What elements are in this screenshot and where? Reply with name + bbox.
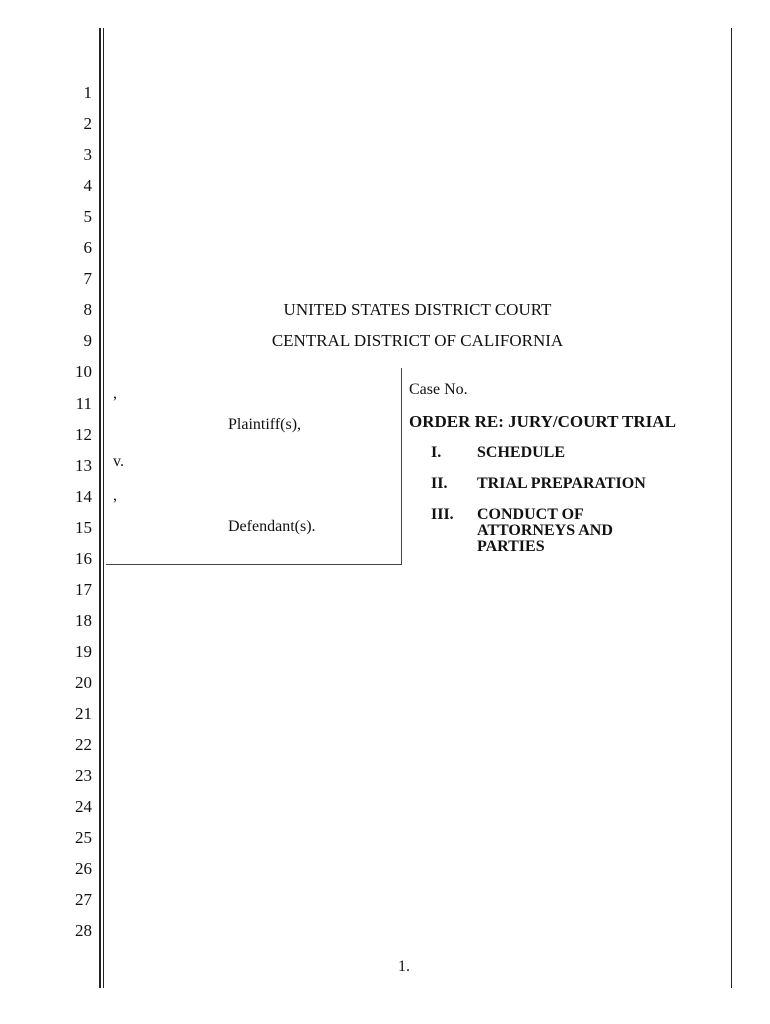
line-number: 7 (83, 269, 92, 289)
line-number: 14 (75, 486, 92, 506)
line-number: 17 (75, 579, 92, 599)
line-number: 11 (75, 393, 92, 413)
line-number: 8 (83, 300, 92, 320)
line-number: 9 (83, 331, 92, 351)
line-number: 12 (75, 424, 92, 444)
line-number: 24 (75, 797, 92, 817)
line-number: 25 (75, 828, 92, 848)
line-number: 18 (75, 610, 92, 630)
right-margin-rule (731, 28, 732, 988)
order-section-label: TRIAL PREPARATION (477, 475, 646, 492)
line-number: 3 (83, 145, 92, 165)
page-number: 1. (398, 958, 410, 975)
defendant-name-comma: , (113, 487, 117, 504)
line-number: 20 (75, 672, 92, 692)
line-number: 4 (83, 176, 92, 196)
order-section-numeral: I. (431, 444, 442, 461)
versus-label: v. (113, 453, 124, 470)
left-margin-rule (99, 28, 101, 988)
order-section-numeral: II. (431, 475, 448, 492)
order-section-label: CONDUCT OF ATTORNEYS AND PARTIES (477, 506, 613, 555)
line-number: 2 (83, 114, 92, 134)
line-number: 1 (83, 83, 92, 102)
line-number: 22 (75, 735, 92, 755)
left-margin-rule-inner (103, 28, 104, 988)
line-number: 10 (75, 362, 92, 382)
plaintiff-label: Plaintiff(s), (228, 416, 302, 433)
case-number-label: Case No. (409, 381, 468, 398)
line-number: 19 (75, 641, 92, 661)
court-name-line-2: CENTRAL DISTRICT OF CALIFORNIA (271, 331, 564, 350)
line-number: 13 (75, 455, 92, 475)
line-number: 28 (75, 921, 92, 941)
order-section-numeral: III. (431, 506, 454, 523)
order-title: ORDER RE: JURY/COURT TRIAL (409, 412, 676, 431)
line-number: 16 (75, 548, 92, 568)
plaintiff-name-comma: , (113, 385, 117, 402)
defendant-label: Defendant(s). (228, 518, 316, 535)
line-number: 15 (75, 517, 92, 537)
line-number: 23 (75, 766, 92, 786)
line-number: 6 (83, 238, 92, 258)
line-number: 27 (75, 890, 92, 910)
line-number: 21 (75, 704, 92, 723)
line-number: 5 (83, 207, 92, 227)
line-number: 26 (75, 859, 92, 879)
court-name-line-1: UNITED STATES DISTRICT COURT (283, 300, 552, 319)
order-section-label: SCHEDULE (477, 444, 566, 461)
